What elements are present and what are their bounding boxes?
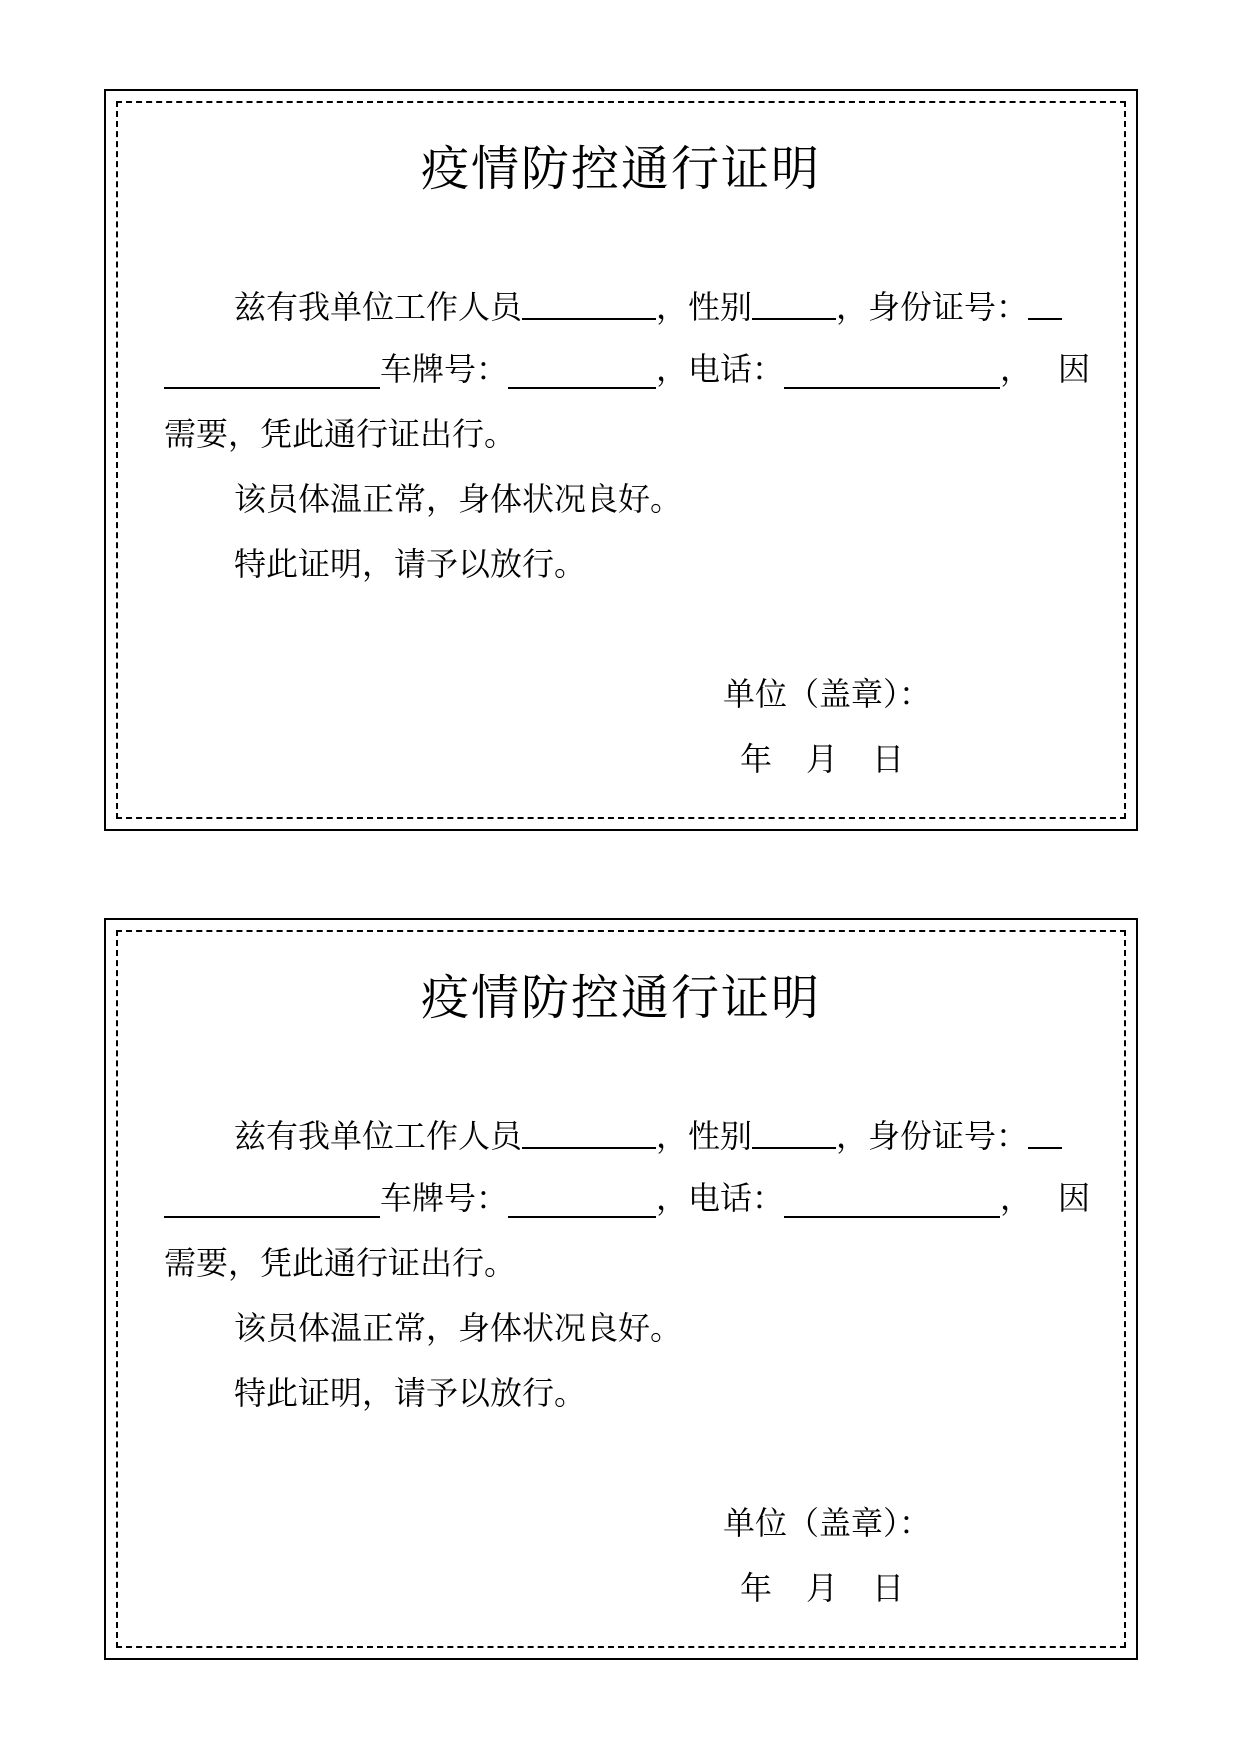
date-line bbox=[740, 1568, 904, 1608]
plate-label: 车牌号： bbox=[380, 350, 509, 388]
line-health: 该员体温正常，身体状况良好。 bbox=[234, 480, 683, 518]
name-blank[interactable] bbox=[522, 284, 656, 320]
dashed-border bbox=[116, 101, 1126, 819]
id-label: ，身份证号： bbox=[836, 288, 1029, 326]
date-year: 年 bbox=[740, 740, 773, 778]
date-line bbox=[740, 739, 904, 779]
id-blank-start[interactable] bbox=[1028, 1113, 1062, 1149]
plate-blank[interactable] bbox=[508, 1182, 656, 1218]
phone-label: ，电话： bbox=[656, 1179, 785, 1217]
id-blank-end[interactable] bbox=[164, 353, 380, 389]
certificate-title: 疫情防控通行证明 bbox=[420, 970, 821, 1026]
certificate-title: 疫情防控通行证明 bbox=[420, 141, 821, 197]
comma: ， bbox=[1000, 1179, 1033, 1217]
date-day: 日 bbox=[872, 1569, 905, 1607]
line-health: 该员体温正常，身体状况良好。 bbox=[234, 1309, 683, 1347]
comma: ， bbox=[1000, 350, 1033, 388]
phone-label: ，电话： bbox=[656, 350, 785, 388]
id-blank-start[interactable] bbox=[1028, 284, 1062, 320]
date-year: 年 bbox=[740, 1569, 773, 1607]
id-blank-end[interactable] bbox=[164, 1182, 380, 1218]
plate-label: 车牌号： bbox=[380, 1179, 509, 1217]
line-reason: 需要，凭此通行证出行。 bbox=[164, 415, 517, 453]
certificate-1 bbox=[104, 89, 1138, 831]
certificate-2 bbox=[104, 918, 1138, 1660]
because-label: 因 bbox=[1057, 1179, 1090, 1217]
gender-blank[interactable] bbox=[752, 284, 836, 320]
line-plate-phone bbox=[164, 349, 1090, 389]
phone-blank[interactable] bbox=[784, 353, 1000, 389]
date-month: 月 bbox=[806, 1569, 839, 1607]
line-closing: 特此证明，请予以放行。 bbox=[234, 545, 587, 583]
gender-blank[interactable] bbox=[752, 1113, 836, 1149]
phone-blank[interactable] bbox=[784, 1182, 1000, 1218]
gender-label: ，性别 bbox=[656, 288, 753, 326]
line-plate-phone bbox=[164, 1178, 1090, 1218]
date-day: 日 bbox=[872, 740, 905, 778]
employee-label: 兹有我单位工作人员 bbox=[234, 1117, 523, 1155]
id-label: ，身份证号： bbox=[836, 1117, 1029, 1155]
because-label: 因 bbox=[1057, 350, 1090, 388]
plate-blank[interactable] bbox=[508, 353, 656, 389]
line-reason: 需要，凭此通行证出行。 bbox=[164, 1244, 517, 1282]
line-employee-info bbox=[234, 1113, 1062, 1156]
signature-label: 单位（盖章）： bbox=[723, 1504, 932, 1542]
dashed-border bbox=[116, 930, 1126, 1648]
date-month: 月 bbox=[806, 740, 839, 778]
signature-label: 单位（盖章）： bbox=[723, 675, 932, 713]
name-blank[interactable] bbox=[522, 1113, 656, 1149]
line-closing: 特此证明，请予以放行。 bbox=[234, 1374, 587, 1412]
employee-label: 兹有我单位工作人员 bbox=[234, 288, 523, 326]
line-employee-info bbox=[234, 284, 1062, 327]
gender-label: ，性别 bbox=[656, 1117, 753, 1155]
